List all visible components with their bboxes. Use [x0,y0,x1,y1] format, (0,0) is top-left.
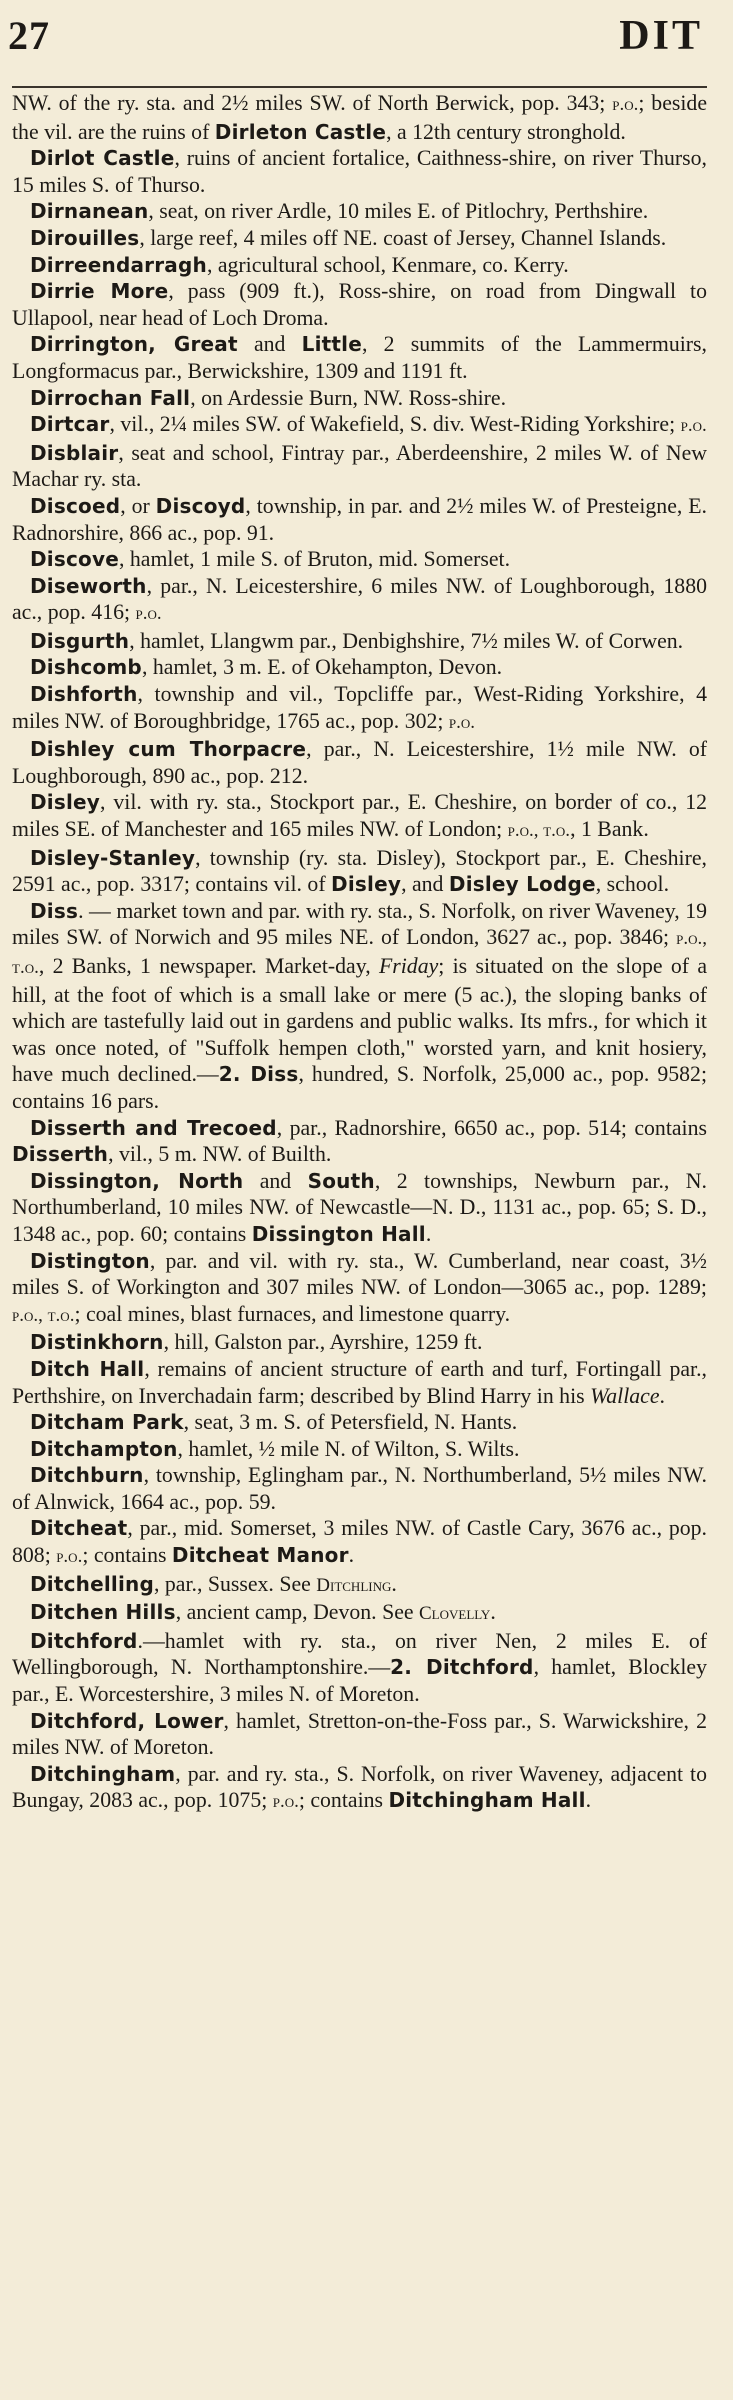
entry-text: , hundred, S. Norfolk, 25,000 ac., pop. 9582; contains 16 pars. [12,1062,708,1113]
entry-text: , vil., 2¼ miles SW. of Wakefield, S. div. West-Riding Yorkshire; [109,412,681,437]
gazetteer-entry [12,225,707,252]
entry-headword: Little [301,332,362,357]
entry-headword: Distington [30,1248,150,1273]
entry-headword: Disblair [30,440,119,465]
entry-headword: 2. Diss [218,1062,299,1087]
entry-headword: Ditchburn [30,1463,144,1488]
entry-text: , large reef, 4 miles off NE. coast of Jersey, Channel Islands. [139,225,667,250]
gazetteer-entry [12,546,707,573]
entry-text: , par., Sussex. See [154,1571,317,1596]
entry-headword: Dirrington, Great [30,332,238,357]
entry-headword: Disserth and Trecoed [30,1115,277,1140]
entry-headword: Disserth [12,1142,109,1167]
entry-text: , 2 Banks, 1 newspaper. Market-day, [38,954,379,978]
entry-text: , on Ardessie Burn, NW. Ross-shire. [190,385,507,410]
entry-headword: Ditchingham Hall [388,1788,586,1813]
entry-headword: Distinkhorn [30,1330,164,1355]
entry-text: , par., mid. Somerset, 3 miles NW. of Castle Cary, 3676 ac., pop. 808; [12,1516,707,1568]
entry-text: and [243,1168,308,1193]
entry-text: , school. [595,872,670,897]
entry-text: ; coal mines, blast furnaces, and limestone quarry. [74,1301,511,1326]
entry-headword: Ditchelling [30,1571,154,1596]
entry-text: , ruins of ancient fortalice, Caithness-shire, on river Thurso, 15 miles S. of Thurso. [12,146,707,197]
entry-text: . [585,1788,592,1813]
gazetteer-entry [12,145,707,198]
entry-text: ; contains [298,1788,389,1813]
entry-headword: Ditcham Park [30,1410,184,1435]
entry-abbreviation: p.o. [612,94,639,115]
entry-headword: Disley Lodge [448,872,596,897]
entry-text: . [348,1543,355,1568]
running-head [8,8,707,88]
entry-text: , par., Radnorshire, 6650 ac., pop. 514; contains [276,1115,707,1140]
entry-abbreviation: p.o. [56,1546,83,1568]
entry-abbreviation: p.o. [135,603,162,625]
entry-abbreviation: p.o., t.o. [12,1304,75,1326]
entry-abbreviation: Ditchling [316,1574,392,1596]
entry-text: , hamlet, Llangwm par., Denbighshire, 7½ miles W. of Corwen. [129,628,684,653]
entry-text: , township, in par. and 2½ miles W. of Presteigne, E. Radnorshire, 866 ac., pop. 91. [12,493,707,545]
entry-headword: Diseworth [30,573,147,598]
entry-text: , agricultural school, Kenmare, co. Kerry. [206,252,569,277]
entry-headword: Ditchampton [30,1436,178,1461]
gazetteer-entry [12,1628,707,1708]
entry-headword: South [307,1168,375,1193]
entry-headword: Dirlot Castle [30,146,175,171]
entry-text: . [659,1383,665,1408]
entry-text: , hamlet, Stretton-on-the-Foss par., S. Warwickshire, 2 miles NW. of Moreton. [12,1708,707,1760]
gazetteer-entry [12,1462,707,1515]
entry-text: , ancient camp, Devon. See [175,1600,419,1625]
gazetteer-entry [12,628,707,655]
entry-headword: 2. Ditchford [390,1655,534,1680]
entry-text: . [490,1600,496,1625]
entry-text: and [237,332,302,357]
gazetteer-entry [12,1168,707,1248]
entry-text: . — market town and par. with ry. sta., S. Norfolk, on river Waveney, 19 miles SW. of Norwich and 95 miles NE. of London, 3627 ac., pop. 3846; [12,898,707,950]
entry-text: . [425,1221,432,1246]
page-number: 27 [8,13,50,58]
entry-headword: Dirouilles [30,225,140,250]
gazetteer-entry [12,1761,707,1816]
gazetteer-entry [12,493,707,546]
gazetteer-entry [12,1356,707,1409]
entry-headword: Ditchen Hills [30,1600,176,1625]
gazetteer-entry [12,1599,707,1628]
gazetteer-entry [12,1515,707,1570]
entry-text: , vil. with ry. sta., Stockport par., E. Cheshire, on border of co., 12 miles SE. of Manchester and 165 miles NW. of London; [12,790,707,842]
entry-text: , and [401,872,449,897]
gazetteer-entries [12,90,707,1816]
gazetteer-entry [12,1436,707,1463]
entry-headword: Dirleton Castle [214,119,387,144]
entry-headword: Dirrie More [30,279,169,304]
entry-headword: Disgurth [30,628,130,653]
entry-abbreviation: p.o. [448,711,476,733]
entry-text: , remains of ancient structure of earth and turf, Fortingall par., Perthshire, on Inverchadain farm; described by Blind Harry in his [12,1356,707,1408]
entry-text: , hamlet, 1 mile S. of Bruton, mid. Somerset. [118,547,511,572]
entry-text: , township, Eglingham par., N. Northumberland, 5½ miles NW. of Alnwick, 1664 ac., pop. 59. [12,1463,707,1514]
entry-headword: Disley [331,872,402,897]
entry-headword: Dirtcar [30,412,110,437]
running-head-word: DIT [619,13,703,59]
entry-headword: Diss [30,898,79,923]
entry-text: , 2 summits of the Lammermuirs, Longformacus par., Berwickshire, 1309 and 1191 ft. [12,332,707,383]
entry-text: , 2 townships, Newburn par., N. Northumberland, 10 miles NW. of Newcastle—N. D., 1131 ac., pop. 65; S. D., 1348 ac., pop. 60; contains [12,1168,707,1246]
entry-text: , vil., 5 m. NW. of Builth. [108,1142,332,1167]
gazetteer-entry [12,440,707,493]
entry-headword: Ditchingham [30,1761,176,1786]
gazetteer-entry [12,1708,707,1761]
entry-text: , hamlet, ½ mile N. of Wilton, S. Wilts. [177,1436,520,1461]
entry-text: , seat, 3 m. S. of Petersfield, N. Hants. [183,1410,518,1435]
entry-abbreviation: Clovelly [419,1603,491,1625]
entry-text: ; is situated on the slope of a hill, at the foot of which is a small lake or mere (5 ac.), the sloping banks of which are tastefully laid out in gardens and public walks. Its mfrs., for which it was once noted, of "Suffolk hempen cloth," worsted yarn, and knit hosiery, have much declined.— [12,954,707,1087]
entry-italic-text: Wallace [590,1383,660,1408]
entry-abbreviation: p.o., t.o. [507,820,571,842]
entry-text: .—hamlet with ry. sta., on river Nen, 2 miles E. of Wellingborough, N. Northamptonshire.— [12,1628,707,1680]
gazetteer-entry [12,789,707,844]
gazetteer-entry [12,278,707,331]
entry-headword: Dissington, North [30,1168,244,1193]
entry-headword: Disley-Stanley [30,845,196,870]
gazetteer-entry [12,411,707,440]
entry-headword: Dishcomb [30,655,142,680]
gazetteer-entry [12,198,707,225]
entry-headword: Dirrochan Fall [30,385,191,410]
entry-text: , par., N. Leicestershire, 6 miles NW. of Loughborough, 1880 ac., pop. 416; [12,573,707,625]
entry-headword: Discove [30,547,119,572]
entry-headword: Disley [30,790,101,815]
entry-headword: Ditchford, Lower [30,1708,224,1733]
entry-italic-text: Friday [378,954,439,978]
gazetteer-entry [12,252,707,279]
entry-text: , or [120,493,156,518]
entry-abbreviation: p.o. [272,1791,299,1813]
entry-text: , par. and ry. sta., S. Norfolk, on river Waveney, adjacent to Bungay, 2083 ac., pop. 1075; [12,1761,707,1813]
gazetteer-entry [12,1409,707,1436]
entry-headword: Ditcheat Manor [171,1543,349,1568]
entry-text: , pass (909 ft.), Ross-shire, on road from Dingwall to Ullapool, near head of Loch Droma. [12,279,707,330]
entry-headword: Dishley cum Thorpacre [30,737,307,762]
gazetteer-entry [12,385,707,412]
gazetteer-entry [12,736,707,789]
gazetteer-entry [12,90,707,145]
entry-headword: Ditchford [30,1628,138,1653]
entry-text: , hamlet, Blockley par., E. Worcestershire, 3 miles N. of Moreton. [12,1655,707,1707]
entry-text: ; contains [82,1543,172,1568]
entry-headword: Dissington Hall [251,1221,426,1246]
entry-text: , par., N. Leicestershire, 1½ mile NW. of Loughborough, 890 ac., pop. 212. [12,737,707,788]
gazetteer-entry [12,845,707,898]
entry-text: NW. of the ry. sta. and 2½ miles SW. of North Berwick, pop. 343; [12,91,613,115]
entry-headword: Discoed [30,493,121,518]
gazetteer-entry [12,1329,707,1356]
entry-headword: Ditch Hall [30,1356,145,1381]
gazetteer-entry [12,573,707,628]
gazetteer-entry [12,331,707,384]
entry-text: ; beside the vil. are the ruins of [12,91,707,144]
entry-text: . [391,1571,397,1596]
entry-headword: Discoyd [155,493,246,518]
gazetteer-entry [12,681,707,736]
entry-text: , township and vil., Topcliffe par., West-Riding Yorkshire, 4 miles NW. of Boroughbridge, 1765 ac., pop. 302; [12,682,707,733]
entry-text: , seat and school, Fintray par., Aberdeenshire, 2 miles W. of New Machar ry. sta. [12,440,707,492]
entry-text: , 1 Bank. [570,817,649,842]
entry-text: , par. and vil. with ry. sta., W. Cumberland, near coast, 3½ miles S. of Workington and 307 miles NW. of London—3065 ac., pop. 1289; [12,1248,707,1300]
entry-text: , hamlet, 3 m. E. of Okehampton, Devon. [141,655,503,680]
gazetteer-entry [12,1115,707,1168]
entry-headword: Dirreendarragh [30,252,207,277]
entry-text: , hill, Galston par., Ayrshire, 1259 ft. [163,1330,483,1355]
entry-headword: Dirnanean [30,199,149,224]
entry-abbreviation: p.o. [680,415,707,437]
entry-abbreviation: p.o., t.o. [12,928,707,978]
gazetteer-entry [12,1248,707,1330]
entry-headword: Dishforth [30,682,138,707]
gazetteer-entry [12,1571,707,1600]
entry-text: , seat, on river Ardle, 10 miles E. of Pitlochry, Perthshire. [148,199,649,224]
gazetteer-entry [12,654,707,681]
entry-text: , a 12th century stronghold. [386,119,626,144]
entry-headword: Ditcheat [30,1516,128,1541]
entry-text: , township (ry. sta. Disley), Stockport par., E. Cheshire, 2591 ac., pop. 3317; contains vil. of [12,845,707,897]
gazetteer-entry [12,898,707,1115]
